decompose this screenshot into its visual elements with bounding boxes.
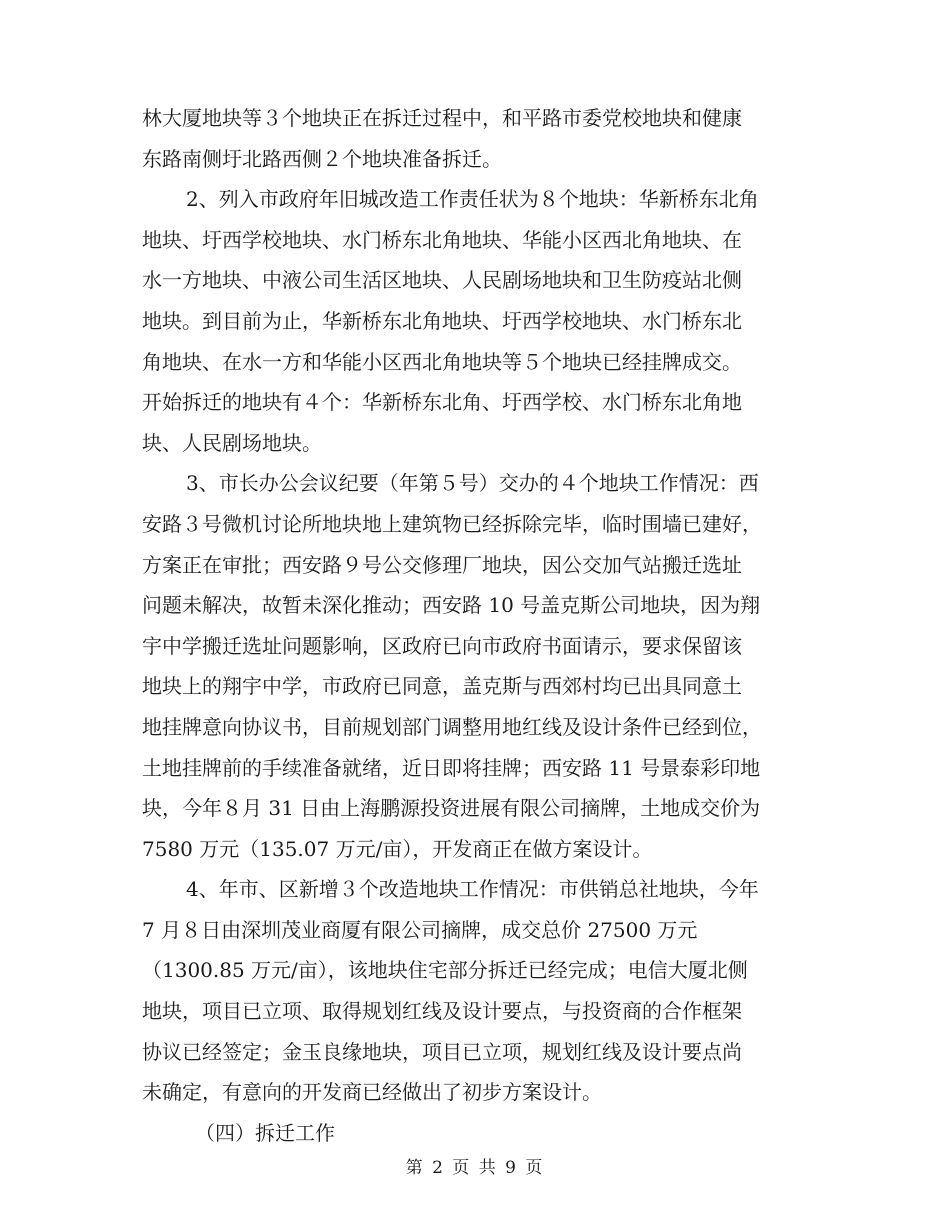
text-line: 开始拆迁的地块有４个：华新桥东北角、圩西学校、水门桥东北角地: [142, 390, 742, 415]
text-line: （1300.85 万元/亩），该地块住宅部分拆迁已经完成；电信大厦北侧: [142, 958, 748, 983]
text-line: 角地块、在水一方和华能小区西北角地块等５个地块已经挂牌成交。: [142, 349, 742, 374]
text-line: 块、人民剧场地块。: [142, 430, 322, 455]
text-line: 方案正在审批；西安路９号公交修理厂地块，因公交加气站搬迁选址: [142, 552, 742, 577]
paragraph-start-line: 3、市长办公会议纪要（年第５号）交办的４个地块工作情况：西: [186, 471, 759, 496]
section-heading: （四）拆迁工作: [195, 1120, 335, 1145]
text-line: 宇中学搬迁选址问题影响，区政府已向市政府书面请示，要求保留该: [142, 633, 742, 658]
text-line: 协议已经签定；金玉良缘地块，项目已立项，规划红线及设计要点尚: [142, 1039, 742, 1064]
text-line: 地块，项目已立项、取得规划红线及设计要点，与投资商的合作框架: [142, 999, 742, 1024]
document-body: [142, 98, 807, 1153]
text-line: 未确定，有意向的开发商已经做出了初步方案设计。: [142, 1080, 602, 1105]
text-line: 东路南侧圩北路西侧２个地块准备拆迁。: [142, 146, 502, 171]
text-line: 林大厦地块等３个地块正在拆迁过程中，和平路市委党校地块和健康: [142, 106, 742, 130]
text-line: 安路３号微机讨论所地块地上建筑物已经拆除完毕，临时围墙已建好，: [142, 511, 762, 536]
text-line: 问题未解决，故暂未深化推动；西安路 10 号盖克斯公司地块，因为翔: [142, 593, 761, 618]
text-line: 7 月８日由深圳茂业商厦有限公司摘牌，成交总价 27500 万元: [142, 917, 698, 942]
text-line: 地挂牌意向协议书，目前规划部门调整用地红线及设计条件已经到位，: [142, 714, 762, 739]
text-line: 地块。到目前为止，华新桥东北角地块、圩西学校地块、水门桥东北: [142, 308, 742, 333]
page-footer: 第 2 页 共 9 页: [405, 1158, 545, 1178]
text-line: 水一方地块、中液公司生活区地块、人民剧场地块和卫生防疫站北侧: [142, 268, 742, 293]
text-line: 7580 万元（135.07 万元/亩），开发商正在做方案设计。: [142, 836, 653, 861]
paragraph-start-line: 4、年市、区新增３个改造地块工作情况：市供销总社地块，今年: [186, 877, 759, 902]
text-line: 地块、圩西学校地块、水门桥东北角地块、华能小区西北角地块、在: [142, 227, 742, 252]
paragraph-start-line: 2、列入市政府年旧城改造工作责任状为８个地块：华新桥东北角: [186, 187, 759, 212]
text-line: 块，今年８月 31 日由上海鹏源投资进展有限公司摘牌，土地成交价为: [142, 796, 761, 821]
text-line: 土地挂牌前的手续准备就绪，近日即将挂牌；西安路 11 号景泰彩印地: [142, 755, 761, 780]
text-line: 地块上的翔宇中学，市政府已同意，盖克斯与西郊村均已出具同意土: [142, 674, 742, 699]
